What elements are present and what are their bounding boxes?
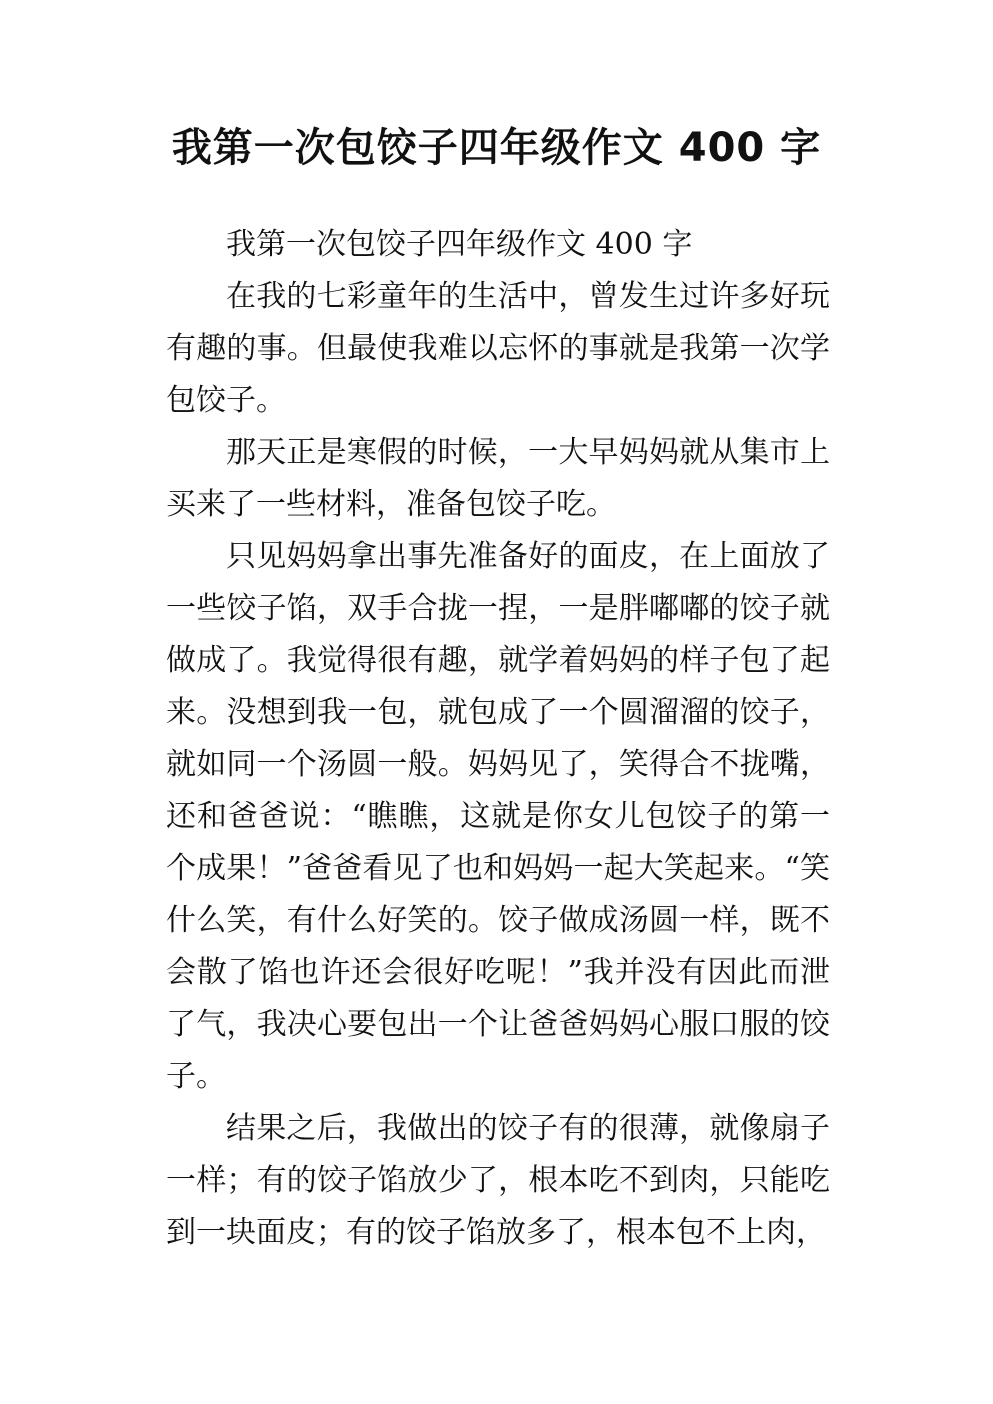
paragraph: 只见妈妈拿出事先准备好的面皮，在上面放了一些饺子馅，双手合拢一捏，一是胖嘟嘟的饺子就做成了。我觉得很有趣，就学着妈妈的样子包了起来。没想到我一包，就包成了一个圆溜溜的饺子，就如同一个汤圆一般。妈妈见了，笑得合不拢嘴，还和爸爸说：“瞧瞧，这就是你女儿包饺子的第一个成果！”爸爸看见了也和妈妈一起大笑起来。“笑什么笑，有什么好笑的。饺子做成汤圆一样，既不会散了馅也许还会很好吃呢！”我并没有因此而泄了气，我决心要包出一个让爸爸妈妈心服口服的饺子。: [166, 539, 830, 1094]
paragraph: 在我的七彩童年的生活中，曾发生过许多好玩有趣的事。但最使我难以忘怀的事就是我第一次学包饺子。: [166, 279, 830, 418]
paragraph: 那天正是寒假的时候，一大早妈妈就从集市上买来了一些材料，准备包饺子吃。: [166, 435, 830, 522]
paragraph-heading: 我第一次包饺子四年级作文 400 字: [226, 227, 693, 262]
paragraph: 结果之后，我做出的饺子有的很薄，就像扇子一样；有的饺子馅放少了，根本吃不到肉，只能吃到一块面皮；有的饺子馅放多了，根本包不上肉，: [166, 1111, 830, 1250]
document-title: 我第一次包饺子四年级作文 400 字: [171, 125, 822, 171]
document-body: [166, 219, 830, 1259]
